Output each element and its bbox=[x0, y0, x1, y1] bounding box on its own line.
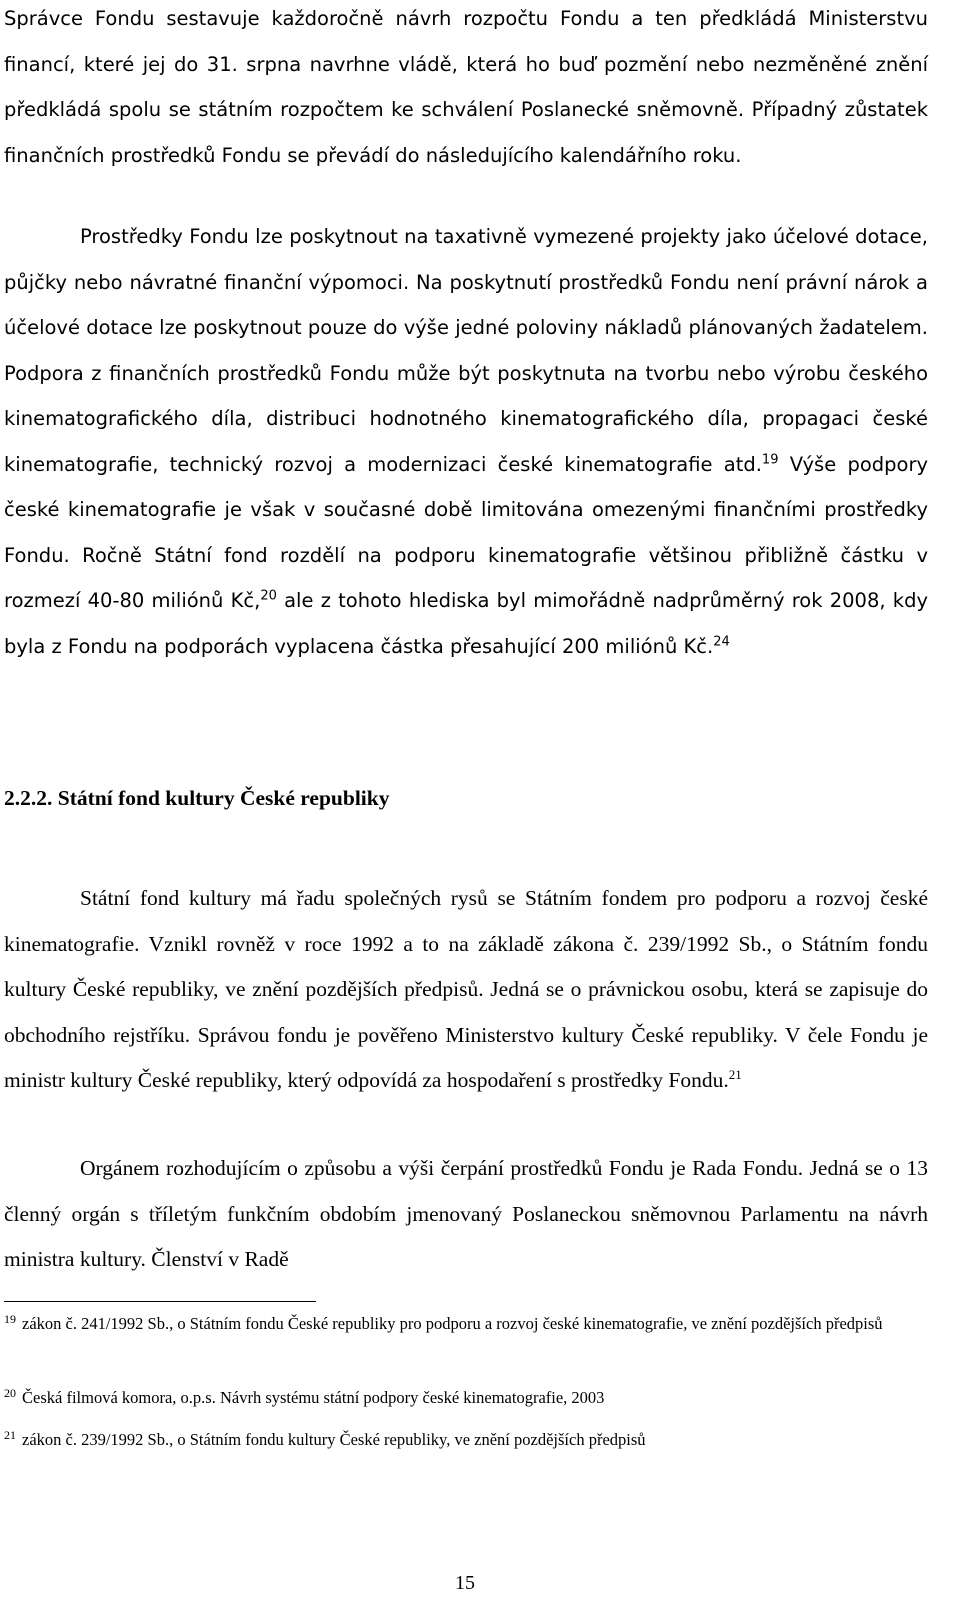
footnote-number: 20 bbox=[4, 1385, 16, 1400]
section-heading: 2.2.2. Státní fond kultury České republiky bbox=[4, 786, 390, 810]
paragraph-culture-fund bbox=[4, 876, 928, 1104]
paragraph-budget bbox=[4, 0, 928, 178]
paragraph-funding-text-b: Výše podpory české kinematografie je však v současné době limitována omezenými finančními prostředky Fondu. Ročně Státní fond rozdělí na podporu kinematografie většinou přibližně částku v rozmezí 40-80 miliónů Kč, bbox=[4, 452, 928, 612]
paragraph-council bbox=[4, 1146, 928, 1283]
footnote-20 bbox=[4, 1380, 928, 1415]
footnote-text: zákon č. 241/1992 Sb., o Státním fondu České republiky pro podporu a rozvoj české kinematografie, ve znění pozdějších předpisů bbox=[22, 1314, 883, 1333]
footnote-ref-21[interactable]: 21 bbox=[728, 1066, 742, 1082]
paragraph-funding-text-c: ale z tohoto hlediska byl mimořádně nadprůměrný rok 2008, kdy byla z Fondu na podporách vyplacena částka přesahující 200 miliónů Kč. bbox=[4, 589, 929, 658]
footnote-ref-19[interactable]: 19 bbox=[761, 452, 779, 467]
footnote-number: 19 bbox=[4, 1311, 16, 1326]
paragraph-council-text: Orgánem rozhodujícím o způsobu a výši čerpání prostředků Fondu je Rada Fondu. Jedná se o 13 členný orgán s tříletým funkčním obdobím jmenovaný Poslaneckou sněmovnou Parlamentu na návrh ministra kultury. Členství v Radě bbox=[4, 1156, 928, 1271]
footnote-number: 21 bbox=[4, 1427, 16, 1442]
footnote-21 bbox=[4, 1422, 928, 1457]
paragraph-culture-fund-text: Státní fond kultury má řadu společných rysů se Státním fondem pro podporu a rozvoj české kinematografie. Vznikl rovněž v roce 1992 a to na základě zákona č. 239/1992 Sb., o Státním fondu kultury České republiky, ve znění pozdějších předpisů. Jedná se o právnickou osobu, která se zapisuje do obchodního rejstříku. Správou fondu je pověřeno Ministerstvo kultury České republiky. V čele Fondu je ministr kultury České republiky, který odpovídá za hospodaření s prostředky Fondu. bbox=[4, 886, 928, 1092]
footnote-ref-24[interactable]: 24 bbox=[713, 634, 730, 649]
footnote-ref-20[interactable]: 20 bbox=[260, 588, 277, 604]
footnote-text: zákon č. 239/1992 Sb., o Státním fondu kultury České republiky, ve znění pozdějších předpisů bbox=[22, 1430, 646, 1449]
footnote-divider bbox=[4, 1301, 316, 1302]
footnote-text: Česká filmová komora, o.p.s. Návrh systému státní podpory české kinematografie, 2003 bbox=[22, 1388, 605, 1407]
paragraph-funding-text-a: Prostředky Fondu lze poskytnout na taxativně vymezené projekty jako účelové dotace, půjčky nebo návratné finanční výpomoci. Na poskytnutí prostředků Fondu není právní nárok a účelové dotace lze poskytnout pouze do výše jedné poloviny nákladů plánovaných žadatelem. Podpora z finančních prostředků Fondu může být poskytnuta na tvorbu nebo výrobu českého kinematografického díla, distribuci hodnotného kinematografického díla, propagaci české kinematografie, technický rozvoj a modernizaci české kinematografie atd. bbox=[4, 225, 928, 476]
page-number: 15 bbox=[455, 1572, 475, 1594]
paragraph-funding bbox=[4, 214, 928, 669]
paragraph-budget-text: Správce Fondu sestavuje každoročně návrh rozpočtu Fondu a ten předkládá Ministerstvu financí, které jej do 31. srpna navrhne vládě, která ho buď pozmění nebo nezměněné znění předkládá spolu se státním rozpočtem ke schválení Poslanecké sněmovně. Případný zůstatek finančních prostředků Fondu se převádí do následujícího kalendářního roku. bbox=[4, 7, 928, 167]
footnote-19 bbox=[4, 1306, 928, 1341]
